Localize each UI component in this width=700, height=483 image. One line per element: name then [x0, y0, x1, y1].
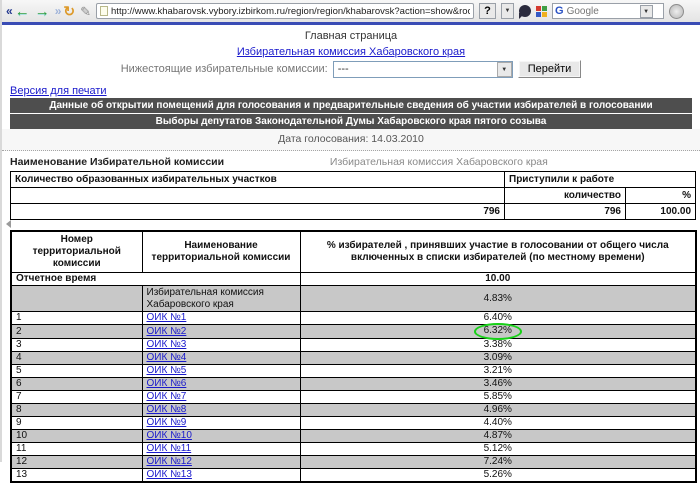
oik-link[interactable]: ОИК №4: [146, 352, 187, 363]
territory-name-cell: [142, 430, 300, 443]
election-name-banner: Выборы депутатов Законодательной Думы Хабаровского края пятого созыва: [10, 114, 692, 129]
breadcrumb: Главная страница: [304, 30, 398, 42]
search-dropdown-icon[interactable]: ▼: [640, 5, 653, 18]
territory-number-cell: 4: [11, 352, 142, 365]
select-value: ---: [337, 63, 349, 75]
turnout-value: 7.24%: [483, 456, 512, 467]
count-header-cell: количество: [505, 188, 626, 204]
territory-name-cell: [142, 325, 300, 339]
globe-icon[interactable]: [669, 4, 684, 19]
forward-icon[interactable]: →: [34, 2, 50, 20]
total-precincts-cell: 796: [11, 204, 505, 220]
address-bar[interactable]: [96, 3, 474, 19]
territory-name-cell: [142, 456, 300, 469]
turnout-percent-cell: [300, 352, 696, 365]
territory-number-cell: 1: [11, 312, 142, 325]
edit-icon[interactable]: ✎: [80, 3, 92, 19]
table-row: [11, 286, 696, 312]
territory-number-cell: 13: [11, 469, 142, 483]
territory-number-cell: 9: [11, 417, 142, 430]
territory-name-cell: Избирательная комиссия Хабаровского края: [142, 286, 300, 312]
started-pct-cell: 100.00: [626, 204, 696, 220]
apps-grid-icon[interactable]: [536, 6, 547, 17]
oik-link[interactable]: ОИК №8: [146, 404, 187, 415]
precincts-summary-table: [10, 171, 696, 220]
oik-link[interactable]: ОИК №6: [146, 378, 187, 389]
turnout-value: 4.87%: [483, 430, 512, 441]
territory-number-cell: 11: [11, 443, 142, 456]
fast-back-icon[interactable]: «: [6, 3, 10, 18]
report-time-row: [11, 273, 696, 286]
started-header-cell: Приступили к работе: [505, 172, 696, 188]
col-header-name: Наименование территориальной комиссии: [142, 231, 300, 273]
territory-number-cell: 7: [11, 391, 142, 404]
territory-number-cell: 3: [11, 339, 142, 352]
empty-cell: [11, 188, 505, 204]
report-time-value: 10.00: [300, 273, 696, 286]
table-row: [11, 456, 696, 469]
turnout-percent-cell: [300, 404, 696, 417]
territory-number-cell: 12: [11, 456, 142, 469]
refresh-icon[interactable]: ↻: [63, 2, 76, 19]
turnout-percent-cell: [300, 325, 696, 339]
left-edge-arrow-marker: [2, 220, 11, 228]
territory-name-cell: [142, 312, 300, 325]
table-row: [11, 325, 696, 339]
turnout-percent-cell: [300, 469, 696, 483]
voting-date-value: 14.03.2010: [371, 133, 424, 145]
table-row: [11, 391, 696, 404]
territory-name-cell: [142, 365, 300, 378]
oik-link[interactable]: ОИК №9: [146, 417, 187, 428]
territory-number-cell: 6: [11, 378, 142, 391]
table-row: [11, 365, 696, 378]
table-row: [11, 378, 696, 391]
turnout-percent-cell: [300, 365, 696, 378]
turnout-value: 6.40%: [483, 312, 512, 323]
voting-date-label: Дата голосования:: [278, 133, 369, 145]
commission-name-label: Наименование Избирательной комиссии: [10, 156, 225, 168]
grid-yellow-square: [542, 12, 547, 17]
turnout-percent-cell: [300, 417, 696, 430]
table-row: [11, 430, 696, 443]
back-icon[interactable]: ←: [14, 2, 30, 20]
territory-name-cell: [142, 469, 300, 483]
turnout-value: 5.85%: [483, 391, 512, 402]
turnout-value: 4.96%: [483, 404, 512, 415]
search-input[interactable]: [567, 6, 637, 17]
territory-number-cell: 10: [11, 430, 142, 443]
chevron-down-icon[interactable]: ▼: [497, 62, 512, 77]
comment-bubble-icon[interactable]: [519, 5, 531, 17]
oik-link[interactable]: ОИК №2: [146, 325, 187, 337]
turnout-percent-cell: [300, 391, 696, 404]
go-button[interactable]: Перейти: [518, 60, 582, 78]
territory-name-cell: [142, 339, 300, 352]
turnout-rows: [11, 286, 696, 483]
table-row: [11, 417, 696, 430]
turnout-percent-cell: [300, 286, 696, 312]
report-title-banner: Данные об открытии помещений для голосования и предварительные сведения об участии избирателей в голосовании: [10, 98, 692, 113]
turnout-table: [10, 230, 697, 483]
url-input[interactable]: [111, 6, 470, 17]
report-time-label: Отчетное время: [11, 273, 300, 286]
grid-green-square: [542, 6, 547, 11]
highlighted-turnout-value: 6.32%: [474, 323, 522, 340]
google-logo-icon: G: [555, 5, 564, 17]
turnout-value: 5.12%: [483, 443, 512, 454]
oik-link[interactable]: ОИК №12: [146, 456, 192, 467]
territory-number-cell: 5: [11, 365, 142, 378]
turnout-percent-cell: [300, 378, 696, 391]
table-row: [11, 352, 696, 365]
turnout-percent-cell: [300, 430, 696, 443]
page-icon: [100, 6, 108, 16]
turnout-value: 3.38%: [483, 339, 512, 350]
browser-toolbar: [2, 0, 700, 22]
table-row: [11, 312, 696, 325]
table-row: [11, 443, 696, 456]
table-row: [11, 469, 696, 483]
subordinate-commissions-label: Нижестоящие избирательные комиссии:: [120, 63, 328, 75]
territory-number-cell: [11, 286, 142, 312]
address-dropdown-icon[interactable]: ▼: [501, 3, 514, 19]
oik-link[interactable]: ОИК №3: [146, 339, 187, 350]
grid-blue-square: [536, 12, 541, 17]
oik-link[interactable]: ОИК №10: [146, 430, 192, 441]
print-version-link[interactable]: Версия для печати: [10, 85, 107, 97]
territory-name-cell: [142, 417, 300, 430]
territory-name-cell: [142, 378, 300, 391]
turnout-percent-cell: [300, 456, 696, 469]
commission-name-row: [2, 151, 700, 171]
grid-red-square: [536, 6, 541, 11]
table-row: [11, 404, 696, 417]
pct-header-cell: %: [626, 188, 696, 204]
table-row: [11, 339, 696, 352]
col-header-number: Номер территориальной комиссии: [11, 231, 142, 273]
fast-forward-icon[interactable]: »: [54, 3, 59, 18]
oik-link[interactable]: ОИК №7: [146, 391, 187, 402]
oik-link[interactable]: ОИК №13: [146, 469, 192, 480]
territory-number-cell: 2: [11, 325, 142, 339]
turnout-value: 4.83%: [483, 292, 512, 304]
started-count-cell: 796: [505, 204, 626, 220]
precincts-header-cell: Количество образованных избирательных участков: [11, 172, 505, 188]
google-search-box[interactable]: [552, 3, 664, 19]
voting-date-row: [2, 129, 700, 151]
territory-number-cell: 8: [11, 404, 142, 417]
oik-link[interactable]: ОИК №5: [146, 365, 187, 376]
help-button[interactable]: ?: [479, 3, 496, 19]
commission-name-value: Избирательная комиссия Хабаровского края: [329, 156, 548, 168]
subordinate-commissions-select[interactable]: [333, 61, 513, 78]
turnout-value: 3.21%: [483, 365, 512, 376]
turnout-percent-cell: [300, 443, 696, 456]
oik-link[interactable]: ОИК №1: [146, 312, 187, 323]
commission-home-link[interactable]: Избирательная комиссия Хабаровского края: [236, 46, 466, 58]
turnout-value: 5.26%: [483, 469, 512, 480]
turnout-percent-cell: [300, 339, 696, 352]
turnout-value: 3.46%: [483, 378, 512, 389]
territory-name-cell: [142, 404, 300, 417]
turnout-value: 4.40%: [483, 417, 512, 428]
subordinate-commissions-form: [2, 60, 700, 78]
territory-name-cell: [142, 352, 300, 365]
oik-link[interactable]: ОИК №11: [146, 443, 192, 454]
col-header-turnout: % избирателей , принявших участие в голосовании от общего числа включенных в списки избирателей (по местному времени): [300, 231, 696, 273]
territory-name-cell: [142, 391, 300, 404]
territory-name-cell: [142, 443, 300, 456]
turnout-value: 3.09%: [483, 352, 512, 363]
